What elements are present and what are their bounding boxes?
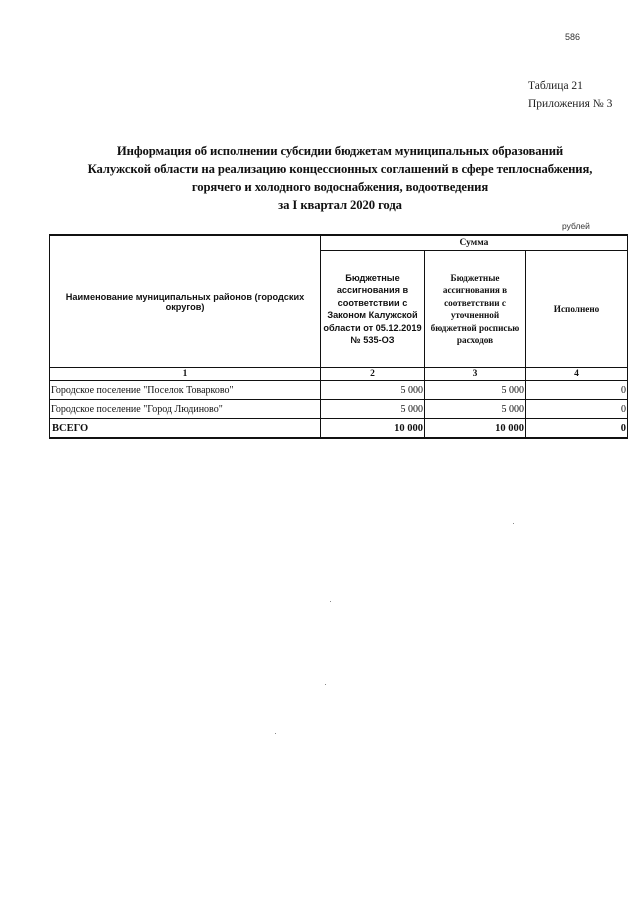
- header-sum-group: Сумма: [321, 235, 628, 251]
- total-label: ВСЕГО: [50, 419, 321, 439]
- document-title: [50, 142, 630, 214]
- subsidy-table: [49, 234, 628, 439]
- column-number: 1: [50, 368, 321, 381]
- title-line: Информация об исполнении субсидии бюджетам муниципальных образований: [116, 144, 564, 158]
- law-allocation-value: 5 000: [321, 381, 425, 400]
- header-law-allocations: Бюджетные ассигнования в соответствии с Законом Калужской области от 05.12.2019 № 535-ОЗ: [321, 251, 425, 368]
- total-refined-allocation: 10 000: [425, 419, 526, 439]
- header-refined-allocations: Бюджетные ассигнования в соответствии с уточненной бюджетной росписью расходов: [425, 251, 526, 368]
- table-reference: Таблица 21: [528, 80, 583, 92]
- title-line: Калужской области на реализацию концессионных соглашений в сфере теплоснабжения,: [87, 162, 593, 176]
- refined-allocation-value: 5 000: [425, 381, 526, 400]
- title-line: горячего и холодного водоснабжения, водоотведения: [191, 180, 489, 194]
- law-allocation-value: 5 000: [321, 400, 425, 419]
- refined-allocation-value: 5 000: [425, 400, 526, 419]
- scan-speck: [330, 601, 331, 602]
- appendix-reference: Приложения № 3: [528, 98, 613, 110]
- total-law-allocation: 10 000: [321, 419, 425, 439]
- units-label: рублей: [562, 221, 590, 231]
- column-number: 3: [425, 368, 526, 381]
- table-row: [50, 381, 628, 400]
- executed-value: 0: [526, 381, 628, 400]
- header-executed: Исполнено: [526, 251, 628, 368]
- total-row: [50, 419, 628, 439]
- title-line: за I квартал 2020 года: [278, 198, 402, 212]
- scan-speck: [513, 523, 514, 524]
- scan-speck: [275, 733, 276, 734]
- scan-speck: [325, 684, 326, 685]
- column-number-row: [50, 368, 628, 381]
- municipality-name: Городское поселение "Поселок Товарково": [50, 381, 321, 400]
- page-number: 586: [565, 32, 581, 42]
- column-number: 2: [321, 368, 425, 381]
- table-row: [50, 400, 628, 419]
- total-executed: 0: [526, 419, 628, 439]
- municipality-name: Городское поселение "Город Людиново": [50, 400, 321, 419]
- column-number: 4: [526, 368, 628, 381]
- header-municipality: Наименование муниципальных районов (городских округов): [50, 235, 321, 368]
- executed-value: 0: [526, 400, 628, 419]
